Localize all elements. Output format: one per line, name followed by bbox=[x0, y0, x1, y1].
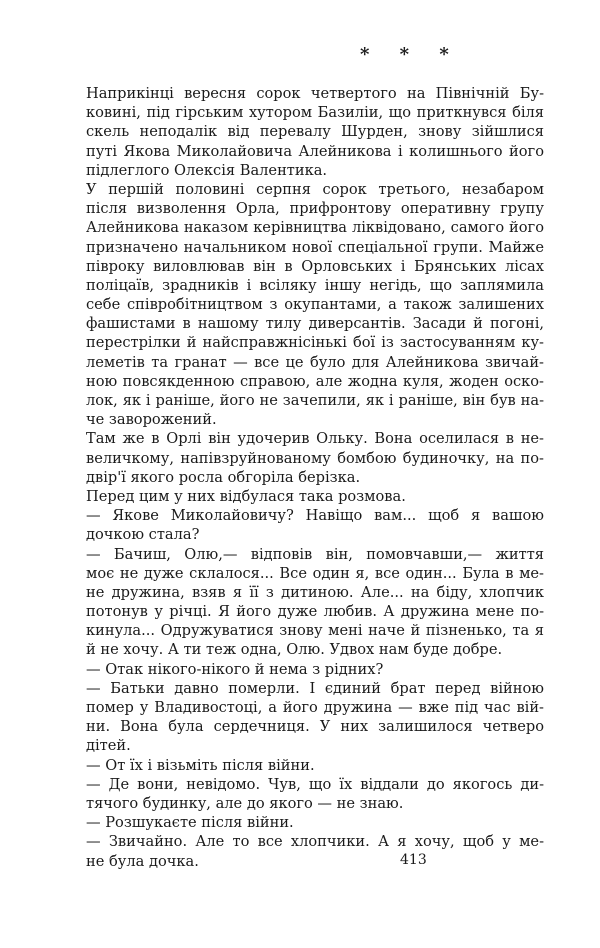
text-line: й не хочу. А ти теж одна, Олю. Удвох нам буде добре. bbox=[86, 641, 503, 659]
paragraph bbox=[86, 756, 544, 775]
text-line: потонув у річці. Я його дуже любив. А дружина мене по- bbox=[86, 603, 544, 621]
text-line: двір'ї якого росла обгоріла берізка. bbox=[86, 468, 361, 486]
text-line: себе співробітництвом з окупантами, а також залишених bbox=[86, 296, 544, 314]
text-line: підлеглого Олексія Валентика. bbox=[86, 161, 328, 179]
paragraph bbox=[86, 832, 544, 870]
text-line: ни. Вона була сердечниця. У них залишилося четверо bbox=[86, 718, 544, 736]
body-text bbox=[86, 84, 544, 871]
paragraph bbox=[86, 775, 544, 813]
page-number: 413 bbox=[400, 852, 427, 868]
text-line: Наприкінці вересня сорок четвертого на Північній Бу- bbox=[86, 85, 544, 102]
text-line: леметів та гранат — все це було для Алейникова звичай- bbox=[86, 353, 544, 371]
text-line: поліцаїв, зрадників і всіляку іншу негідь, що заплямила bbox=[86, 276, 544, 294]
text-line: — От їх і візьміть після війни. bbox=[86, 756, 315, 774]
text-line: путі Якова Миколайовича Алейникова і колишнього його bbox=[86, 142, 544, 160]
paragraph bbox=[86, 545, 544, 660]
text-line: після визволення Орла, прифронтову оперативну групу bbox=[86, 200, 544, 218]
text-line: че заворожений. bbox=[86, 411, 217, 429]
text-line: Перед цим у них відбулася така розмова. bbox=[86, 487, 406, 505]
text-line: не була дочка. bbox=[86, 852, 199, 870]
text-line: скель неподалік від перевалу Шурден, знову зійшлися bbox=[86, 123, 544, 141]
text-line: ною повсякденною справою, але жодна куля, жоден оско- bbox=[86, 372, 544, 390]
paragraph bbox=[86, 84, 544, 180]
text-line: дітей. bbox=[86, 737, 131, 755]
text-line: — Звичайно. Але то все хлопчики. А я хочу, щоб у ме- bbox=[86, 833, 544, 851]
text-line: лок, як і раніше, його не зачепили, як і раніше, він був на- bbox=[86, 392, 544, 409]
paragraph bbox=[86, 813, 544, 832]
text-line: — Батьки давно померли. І єдиний брат перед війною bbox=[86, 679, 544, 697]
text-line: фашистами в нашому тилу диверсантів. Засади й погоні, bbox=[86, 315, 544, 333]
paragraph bbox=[86, 487, 544, 506]
paragraph bbox=[86, 506, 544, 544]
text-line: перестрілки й найсправжнісінькі бої із застосуванням ку- bbox=[86, 334, 544, 352]
section-separator: * * * bbox=[360, 44, 461, 65]
text-line: — Розшукаєте після війни. bbox=[86, 814, 294, 832]
text-line: дочкою стала? bbox=[86, 526, 200, 544]
text-line: кинула... Одружуватися знову мені наче й пізненько, та я bbox=[86, 622, 544, 640]
text-line: У першій половині серпня сорок третього, незабаром bbox=[86, 180, 544, 198]
text-line: помер у Владивостоці, а його дружина — вже під час вій- bbox=[86, 699, 544, 716]
paragraph bbox=[86, 180, 544, 429]
text-line: — Отак нікого-нікого й нема з рідних? bbox=[86, 660, 384, 678]
text-line: Там же в Орлі він удочерив Ольку. Вона оселилася в не- bbox=[86, 430, 544, 448]
text-line: тячого будинку, але до якого — не знаю. bbox=[86, 794, 404, 812]
text-line: Алейникова наказом керівництва ліквідовано, самого його bbox=[86, 219, 544, 237]
paragraph bbox=[86, 660, 544, 679]
text-line: ковині, під гірським хутором Базиліи, що приткнувся біля bbox=[86, 104, 544, 122]
text-line: величкому, напівзруйнованому бомбою будиночку, на по- bbox=[86, 449, 544, 467]
text-line: не дружина, взяв я її з дитиною. Але... на біду, хлопчик bbox=[86, 583, 544, 601]
text-line: призначено начальником нової спеціальної групи. Майже bbox=[86, 238, 544, 256]
paragraph bbox=[86, 679, 544, 756]
text-line: півроку виловлював він в Орловських і Брянських лісах bbox=[86, 257, 544, 275]
text-line: моє не дуже склалося... Все один я, все один... Була в ме- bbox=[86, 564, 544, 582]
text-line: — Бачиш, Олю,— відповів він, помовчавши,— життя bbox=[86, 545, 544, 563]
text-line: — Де вони, невідомо. Чув, що їх віддали до якогось ди- bbox=[86, 775, 544, 793]
paragraph bbox=[86, 429, 544, 487]
text-line: — Якове Миколайовичу? Навіщо вам... щоб я вашою bbox=[86, 507, 544, 525]
